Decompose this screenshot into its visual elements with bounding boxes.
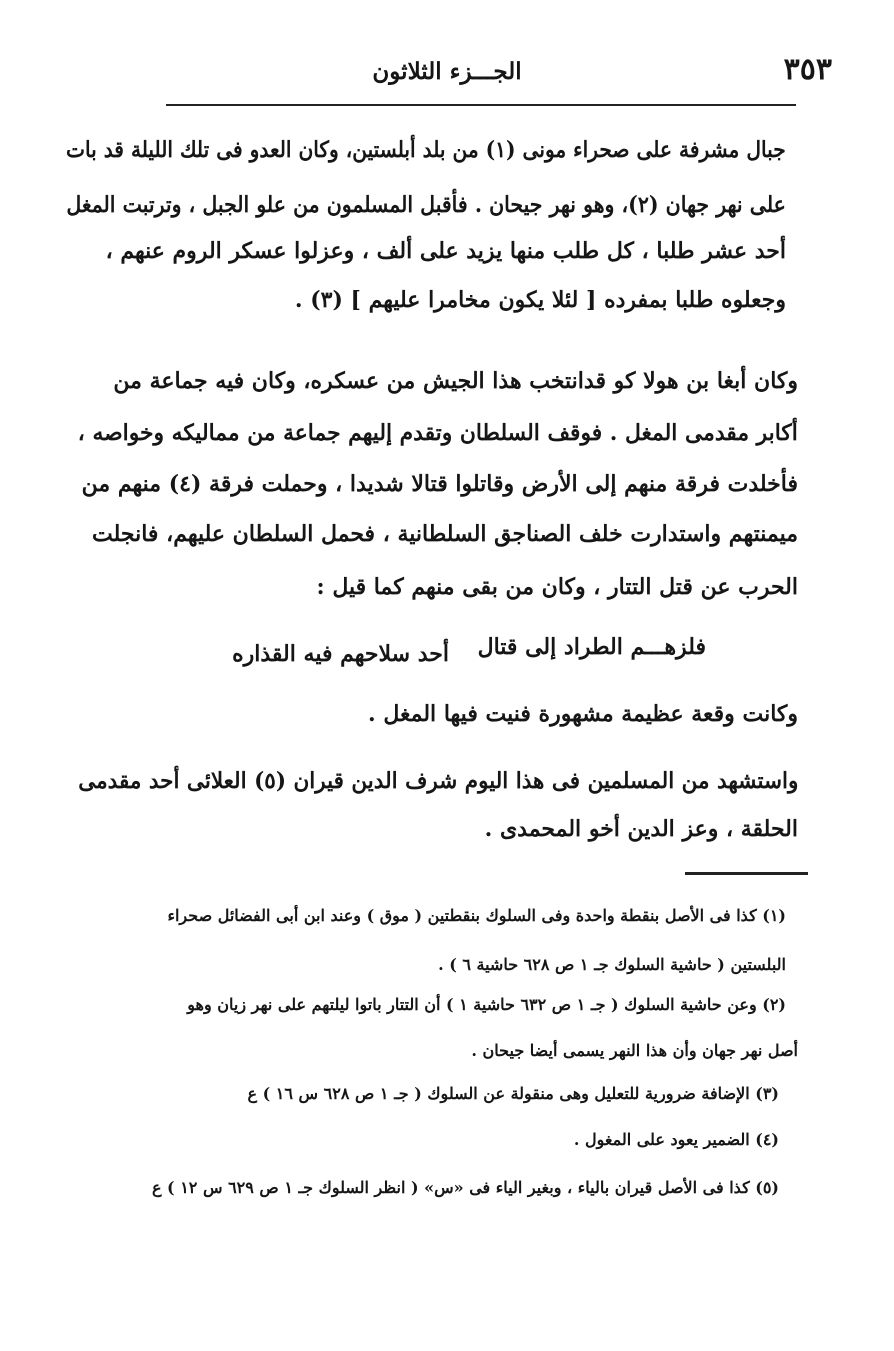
- body-line: أحد عشر طلبا ، كل طلب منها يزيد على ألف ، وعزلوا عسكر الروم عنهم ،: [105, 238, 786, 264]
- body-line: وجعلوه طلبا بمفرده [ لئلا يكون مخامرا عليهم ] (٣) .: [294, 287, 786, 313]
- body-line: وكان أبغا بن هولا كو قدانتخب هذا الجيش من عسكره، وكان فيه جماعة من: [113, 368, 798, 394]
- body-line: الحرب عن قتل التتار ، وكان من بقى منهم كما قيل :: [316, 574, 798, 600]
- verse-hemistich-first: فلزهـــم الطراد إلى قتال: [477, 634, 706, 660]
- footnote-line: (٤) الضمير يعود على المغول .: [573, 1130, 779, 1149]
- footnote-line: البلستين ( حاشية السلوك جـ ١ ص ٦٢٨ حاشية ٦ ) .: [438, 955, 786, 974]
- body-line: على نهر جهان (٢)، وهو نهر جيحان . فأقبل المسلمون من علو الجبل ، وترتبت المغل: [66, 192, 786, 218]
- body-line: واستشهد من المسلمين فى هذا اليوم شرف الدين قيران (٥) العلائى أحد مقدمى: [77, 768, 798, 794]
- body-line: فأخلدت فرقة منهم إلى الأرض وقاتلوا قتالا شديدا ، وحملت فرقة (٤) منهم من: [81, 471, 798, 497]
- footnote-line: (٣) الإضافة ضرورية للتعليل وهى منقولة عن السلوك ( جـ ١ ص ٦٢٨ س ١٦ ) ع: [247, 1084, 779, 1103]
- body-line: أكابر مقدمى المغل . فوقف السلطان وتقدم إليهم جماعة من مماليكه وخواصه ،: [77, 420, 798, 446]
- body-line: الحلقة ، وعز الدين أخو المحمدى .: [484, 816, 798, 842]
- body-line: جبال مشرفة على صحراء مونى (١) من بلد أبلستين، وكان العدو فى تلك الليلة قد بات: [66, 137, 786, 163]
- running-header-title: الجـــزء الثلاثون: [372, 58, 522, 85]
- footnote-line: أصل نهر جهان وأن هذا النهر يسمى أيضا جيحان .: [471, 1041, 798, 1060]
- body-line: ميمنتهم واستدارت خلف الصناجق السلطانية ، فحمل السلطان عليهم، فانجلت: [92, 521, 798, 547]
- footnote-rule: [685, 872, 808, 875]
- verse-hemistich-second: أحد سلاحهم فيه القذاره: [232, 641, 449, 667]
- body-line: وكانت وقعة عظيمة مشهورة فنيت فيها المغل .: [368, 701, 798, 727]
- footnote-line: (٥) كذا فى الأصل قيران بالياء ، وبغير الياء فى «س» ( انظر السلوك جـ ١ ص ٦٢٩ س ١٢ ) ع: [151, 1178, 779, 1197]
- header-rule: [166, 104, 796, 106]
- footnote-line: (١) كذا فى الأصل بنقطة واحدة وفى السلوك بنقطتين ( موق ) وعند ابن أبى الفضائل صحراء: [167, 906, 786, 925]
- page-number: ٣٥٣: [783, 52, 832, 87]
- footnote-line: (٢) وعن حاشية السلوك ( جـ ١ ص ٦٣٢ حاشية ١ ) أن التتار باتوا ليلتهم على نهر زيان وهو: [187, 995, 786, 1014]
